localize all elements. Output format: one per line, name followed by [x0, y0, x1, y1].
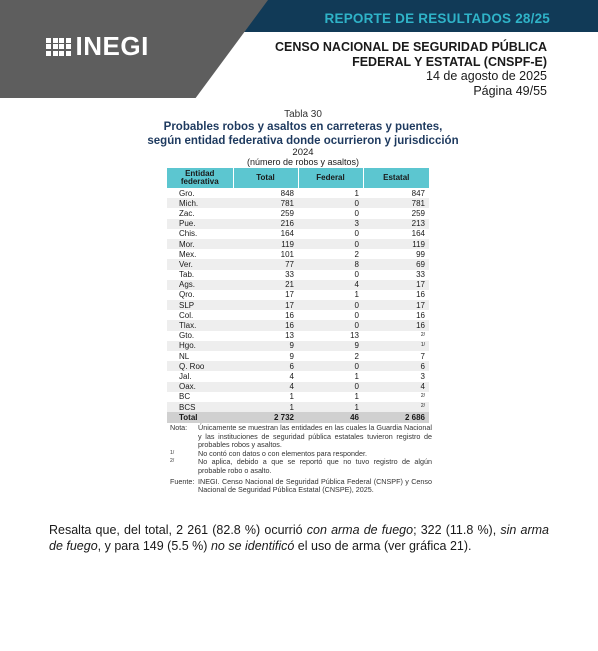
cell-total: 17 — [285, 290, 294, 300]
table-row — [167, 259, 429, 269]
note-text: Únicamente se muestran las entidades en las cuales la Guardia Nacional y las instituciones de seguridad pública estatales tuvieron registro de probables robos y asaltos. — [198, 423, 432, 450]
cell-total: 4 — [289, 371, 294, 381]
cell-entity: Jal. — [179, 371, 192, 381]
cell-estatal: 847 — [411, 188, 425, 198]
cell-entity: Gto. — [179, 331, 195, 341]
cell-total: 216 — [233, 219, 298, 229]
inegi-logo-text: INEGI — [75, 31, 149, 61]
table-row — [167, 310, 429, 320]
cell-federal: 3 — [298, 219, 363, 229]
report-title: REPORTE DE RESULTADOS 28/25 — [324, 11, 550, 26]
inegi-logo-mark-icon — [46, 38, 71, 56]
cell-total: 1 — [289, 392, 294, 402]
cell-federal: 1 — [354, 188, 359, 198]
cell-total: 9 — [233, 341, 298, 351]
footnote-2-text: No aplica, debido a que se reportó que no tuvo registro de algún probable robo o asalto. — [198, 457, 432, 475]
table-year: 2024 — [292, 147, 314, 158]
footnote-2-label: 2/ — [170, 458, 175, 465]
cell-federal: 0 — [298, 382, 363, 392]
total-total: 2 732 — [233, 412, 298, 423]
cell-entity: NL — [179, 351, 190, 361]
doc-date: 14 de agosto de 2025 — [426, 69, 547, 83]
table-row — [167, 392, 429, 402]
total-entity: Total — [167, 412, 233, 423]
table-title — [120, 121, 486, 148]
cell-entity: Q. Roo — [167, 361, 233, 371]
cell-entity: Tlax. — [167, 320, 233, 330]
summary-paragraph: Resalta que, del total, 2 261 (82.8 %) ocurrió con arma de fuego; 322 (11.8 %), sin arma de fuego, y para 149 (5.5 %) no se identificó el uso de arma (ver gráfica 21). — [49, 523, 549, 553]
table-total-row — [167, 412, 429, 423]
cell-total: 101 — [280, 249, 294, 259]
table-row — [167, 239, 429, 249]
header-entity: Entidad federativa — [167, 168, 233, 188]
cell-total: 848 — [280, 188, 294, 198]
cell-estatal: 16 — [363, 320, 429, 330]
cell-estatal: 99 — [416, 249, 425, 259]
source-row — [170, 478, 432, 495]
table-row — [167, 280, 429, 290]
table-number: Tabla 30 — [284, 109, 322, 120]
cell-entity: Mor. — [167, 239, 233, 249]
cell-federal: 0 — [298, 300, 363, 310]
cell-entity: SLP — [167, 300, 233, 310]
total-federal: 46 — [298, 412, 363, 423]
cell-estatal: 781 — [363, 198, 429, 208]
cell-estatal: 2/ — [420, 392, 425, 399]
cell-federal: 9 — [298, 341, 363, 351]
cell-estatal: 2/ — [420, 331, 425, 338]
table-row — [167, 208, 429, 218]
cell-total: 259 — [280, 208, 294, 218]
table-row — [167, 402, 429, 412]
header-total: Total — [233, 168, 298, 188]
table-row — [167, 229, 429, 239]
cell-entity: Tab. — [179, 270, 195, 280]
table-row — [167, 382, 429, 392]
table-row — [167, 331, 429, 341]
cell-entity: Qro. — [179, 290, 195, 300]
cell-entity: Zac. — [179, 208, 195, 218]
cell-estatal: 33 — [416, 270, 425, 280]
cell-estatal: 69 — [363, 259, 429, 269]
document-header — [275, 40, 547, 98]
cell-federal: 1 — [354, 392, 359, 402]
table-row — [167, 371, 429, 381]
cell-federal: 0 — [298, 361, 363, 371]
cell-estatal: 16 — [416, 310, 425, 320]
cell-federal: 1 — [298, 402, 363, 412]
cell-total: 16 — [233, 320, 298, 330]
cell-federal: 0 — [298, 239, 363, 249]
cell-total: 1 — [233, 402, 298, 412]
cell-entity: Mex. — [179, 249, 197, 259]
doc-title-line1: CENSO NACIONAL DE SEGURIDAD PÚBLICA — [274, 40, 547, 54]
cell-total: 16 — [285, 310, 294, 320]
table-row — [167, 290, 429, 300]
cell-entity: Col. — [179, 310, 194, 320]
cell-federal: 0 — [354, 229, 359, 239]
cell-total: 21 — [233, 280, 298, 290]
source-text: INEGI. Censo Nacional de Seguridad Pública Federal (CNSPF) y Censo Nacional de Seguridad Pública Estatal (CNSPE), 2025. — [198, 476, 432, 495]
cell-entity: Gro. — [179, 188, 195, 198]
table-row — [167, 320, 429, 330]
header-federal: Federal — [298, 168, 363, 188]
table-row — [167, 270, 429, 280]
note-row — [170, 424, 432, 450]
table-row — [167, 219, 429, 229]
total-estatal: 2 686 — [363, 412, 429, 423]
cell-federal: 2 — [354, 249, 359, 259]
note-label: Nota: — [170, 423, 188, 432]
cell-entity: Mich. — [167, 198, 233, 208]
cell-total: 119 — [233, 239, 298, 249]
cell-federal: 0 — [354, 208, 359, 218]
cell-estatal: 119 — [363, 239, 429, 249]
cell-estatal: 2/ — [363, 402, 429, 412]
table-unit: (número de robos y asaltos) — [246, 157, 360, 167]
table-row — [167, 198, 429, 208]
header-estatal: Estatal — [363, 168, 429, 188]
cell-total: 77 — [233, 259, 298, 269]
cell-estatal: 164 — [411, 229, 425, 239]
cell-total: 4 — [233, 382, 298, 392]
cell-federal: 13 — [350, 331, 359, 341]
doc-title-line2: FEDERAL Y ESTATAL (CNSPF-E) — [352, 54, 547, 69]
cell-estatal: 7 — [420, 351, 425, 361]
cell-estatal: 17 — [363, 280, 429, 290]
cell-estatal: 17 — [363, 300, 429, 310]
table-notes — [170, 424, 432, 495]
cell-total: 9 — [289, 351, 294, 361]
cell-total: 781 — [233, 198, 298, 208]
cell-total: 164 — [280, 229, 294, 239]
cell-estatal: 1/ — [363, 341, 429, 351]
cell-estatal: 259 — [411, 208, 425, 218]
robberies-table — [167, 168, 429, 423]
cell-total: 33 — [285, 270, 294, 280]
cell-federal: 1 — [354, 290, 359, 300]
table-title-line1: Probables robos y asaltos en carreteras y puentes, — [163, 121, 443, 133]
cell-estatal: 3 — [420, 371, 425, 381]
table-title-line2: según entidad federativa donde ocurrieron y jurisdicción — [147, 134, 459, 147]
inegi-logo — [46, 31, 149, 62]
cell-federal: 8 — [298, 259, 363, 269]
cell-entity: Pue. — [167, 219, 233, 229]
cell-federal: 2 — [354, 351, 359, 361]
cell-federal: 1 — [354, 371, 359, 381]
cell-entity: Hgo. — [167, 341, 233, 351]
cell-estatal: 16 — [416, 290, 425, 300]
footnote-2 — [170, 458, 432, 475]
cell-federal: 0 — [298, 198, 363, 208]
cell-federal: 0 — [354, 310, 359, 320]
cell-entity: Chis. — [179, 229, 198, 239]
cell-federal: 0 — [354, 270, 359, 280]
page-number: Página 49/55 — [473, 83, 547, 98]
cell-entity: BC — [179, 392, 191, 402]
table-row — [167, 300, 429, 310]
cell-entity: Ver. — [167, 259, 233, 269]
table-row — [167, 341, 429, 351]
footnote-1-label: 1/ — [170, 449, 175, 456]
cell-total: 13 — [285, 331, 294, 341]
cell-federal: 4 — [298, 280, 363, 290]
cell-federal: 0 — [298, 320, 363, 330]
cell-estatal: 213 — [363, 219, 429, 229]
cell-entity: Ags. — [167, 280, 233, 290]
table-row — [167, 188, 429, 198]
table-header-row — [167, 168, 429, 188]
cell-entity: Oax. — [167, 382, 233, 392]
table-row — [167, 351, 429, 361]
cell-total: 17 — [233, 300, 298, 310]
table-row — [167, 249, 429, 259]
footnote-1-text: No contó con datos o con elementos para responder. — [198, 448, 368, 458]
cell-entity: BCS — [167, 402, 233, 412]
table-row — [167, 361, 429, 371]
cell-estatal: 6 — [363, 361, 429, 371]
source-label: Fuente: — [170, 476, 195, 486]
cell-estatal: 4 — [363, 382, 429, 392]
cell-total: 6 — [233, 361, 298, 371]
